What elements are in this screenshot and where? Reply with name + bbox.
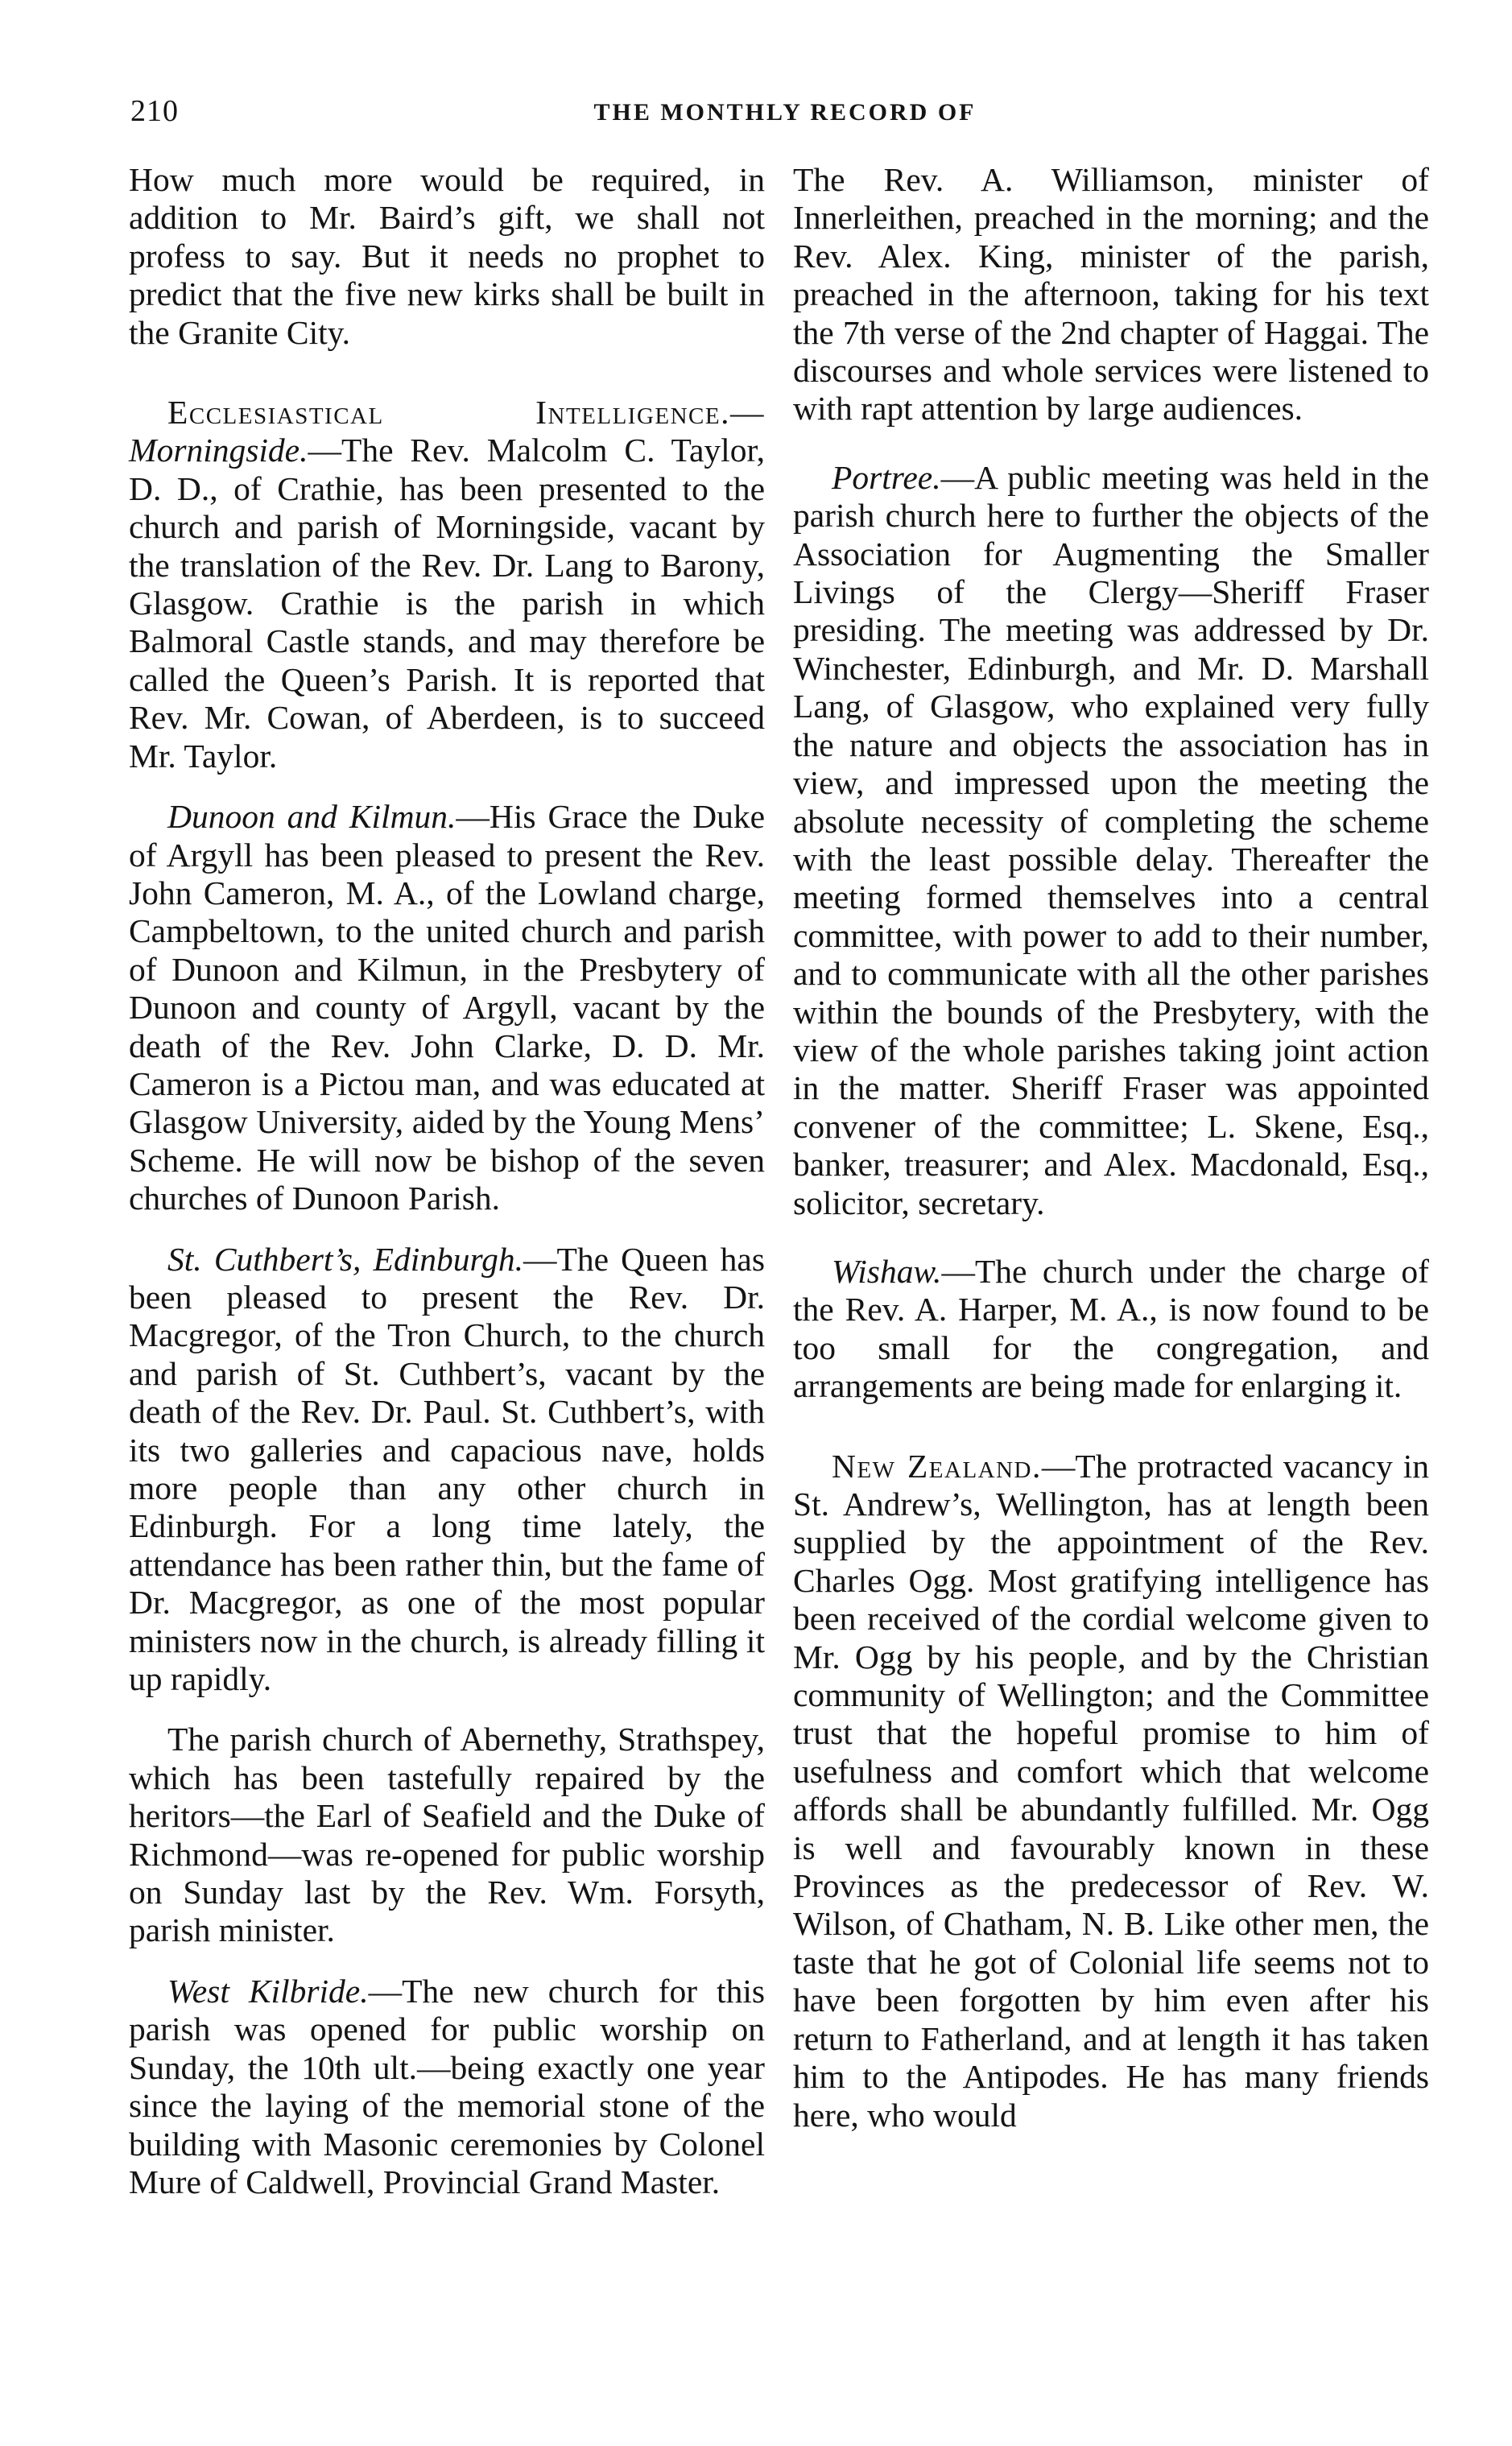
paragraph-wishaw (793, 1253, 1429, 1406)
paragraph-text: —The Rev. Malcolm C. Taylor, D. D., of Crathie, has been presented to the church and parish of Morningside, vacant by the translation of the Rev. Dr. Lang to Barony, Glasgow. Crathie is the parish in which Balmoral Castle stands, and may therefore be called the Queen’s Parish. It is reported that Rev. Mr. Cowan, of Aberdeen, is to succeed Mr. Taylor. (129, 432, 765, 775)
paragraph-portree (793, 459, 1429, 1222)
paragraph-text: —The new church for this parish was opened for public worship on Sunday, the 10th ult.—being exactly one year since the laying of the memorial stone of the building with Masonic ceremonies by Colonel Mure of Caldwell, Provincial Grand Master. (129, 1972, 765, 2200)
paragraph-text: —The church under the charge of the Rev. A. Harper, M. A., is now found to be too small for the congregation, and arrangements are being made for enlarging it. (793, 1252, 1429, 1405)
paragraph-text: —The protracted vacancy in St. Andrew’s, Wellington, has at length been supplied by the appointment of the Rev. Charles Ogg. Most gratifying intelligence has been received of the cordial welcome given to Mr. Ogg by his people, and by the Christian community of Wellington; and the Committee trust that the hopeful promise to him of usefulness and comfort which that welcome affords shall be abundantly fulfilled. Mr. Ogg is well and favourably known in these Provinces as the predecessor of Rev. W. Wilson, of Chatham, N. B. Like other men, the taste that he got of Colonial life seems not to have been forgotten by him even after his return to Fatherland, and at length it has taken him to the Antipodes. He has many friends here, who would (793, 1447, 1430, 2134)
paragraph-text: The Rev. A. Williamson, minister of Innerleithen, preached in the morning; and the Rev. Alex. King, minister of the parish, preached in the afternoon, taking for his text the 7th verse of the 2nd chapter of Haggai. The discourses and whole services were listened to with rapt attention by large audiences. (793, 161, 1429, 428)
paragraph-new-zealand (793, 1448, 1429, 2134)
place-heading: Portree. (832, 458, 941, 496)
running-title: THE MONTHLY RECORD OF (593, 99, 977, 126)
paragraph-west-kilbride (129, 1973, 765, 2201)
paragraph-st-cuthberts (129, 1241, 765, 1699)
running-head (121, 90, 1417, 132)
place-heading: Dunoon and Kilmun. (167, 798, 456, 836)
paragraph-text: —The Queen has been pleased to present the Rev. Dr. Macgregor, of the Tron Church, to the church and parish of St. Cuthbert’s, vacant by the death of the Rev. Dr. Paul. St. Cuthbert’s, with its two galleries and capacious nave, holds more people than any other church in Edinburgh. For a long time lately, the attendance has been rather thin, but the fame of Dr. Macgregor, as one of the most popular ministers now in the church, is already filling it up rapidly. (129, 1240, 766, 1698)
page-number: 210 (130, 94, 179, 128)
paragraph-abernethy (129, 1721, 765, 1949)
paragraph-dunoon (129, 798, 765, 1217)
section-heading: Ecclesiastical Intelligence.— (167, 394, 765, 432)
paragraph-text: —His Grace the Duke of Argyll has been pleased to present the Rev. John Cameron, M. A., of the Lowland charge, Campbeltown, to the united church and parish of Dunoon and Kilmun, in the Presbytery of Dunoon and county of Argyll, vacant by the death of the Rev. John Clarke, D. D. Mr. Cameron is a Pictou man, and was educated at Glasgow University, aided by the Young Mens’ Scheme. He will now be bishop of the seven churches of Dunoon Parish. (129, 798, 765, 1217)
place-heading: Wishaw. (832, 1252, 942, 1290)
paragraph-text: The parish church of Abernethy, Strathspey, which has been tastefully repaired by the heritors—the Earl of Seafield and the Duke of Richmond—was re-opened for public worship on Sunday last by the Rev. Wm. Forsyth, parish minister. (129, 1721, 765, 1949)
section-heading: New Zealand. (832, 1447, 1042, 1485)
paragraph-text: How much more would be required, in addition to Mr. Baird’s gift, we shall not profess to say. But it needs no prophet to predict that the five new kirks shall be built in the Granite City. (129, 161, 765, 351)
paragraph-baird-gift (129, 161, 765, 352)
place-heading: St. Cuthbert’s, Edinburgh. (167, 1240, 523, 1278)
paragraph-morningside (129, 394, 765, 775)
right-column (793, 161, 1429, 2134)
paragraph-west-kilbride-cont (793, 161, 1429, 428)
place-heading: West Kilbride. (167, 1972, 369, 2010)
paragraph-text: —A public meeting was held in the parish church here to further the objects of the Association for Augmenting the Smaller Livings of the Clergy—Sheriff Fraser presiding. The meeting was addressed by Dr. Winchester, Edinburgh, and Mr. D. Marshall Lang, of Glasgow, who explained very fully the nature and objects the association has in view, and impressed upon the meeting the absolute necessity of completing the scheme with the least possible delay. Thereafter the meeting formed themselves into a central committee, with power to add to their number, and to communicate with all the other parishes within the bounds of the Presbytery, with the view of the whole parishes taking joint action in the matter. Sheriff Fraser was appointed convener of the committee; L. Skene, Esq., banker, treasurer; and Alex. Macdonald, Esq., solicitor, secretary. (793, 458, 1429, 1221)
left-column (129, 161, 765, 2201)
place-heading: Morningside. (129, 432, 308, 469)
